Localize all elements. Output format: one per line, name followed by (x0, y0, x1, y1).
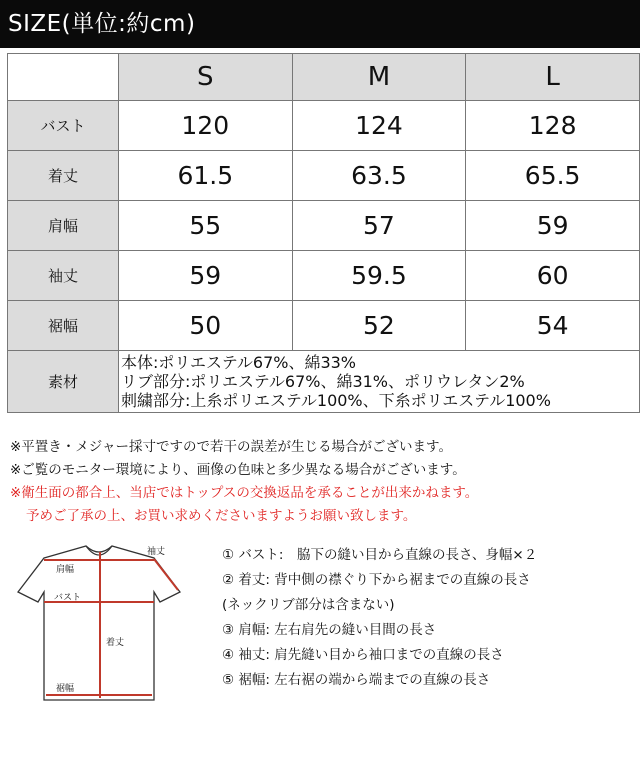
legend-item-length-note: (ネックリブ部分は含まない) (222, 597, 395, 613)
table-cell: 59 (466, 201, 640, 251)
legend-item-bust: ① バスト: 脇下の縫い目から直線の長さ、身幅×２ (222, 547, 538, 563)
row-label-hem: 裾幅 (8, 301, 119, 351)
measurement-legend (222, 543, 632, 693)
material-line: 本体:ポリエステル67%、綿33% (120, 353, 357, 372)
table-cell: 128 (466, 101, 640, 151)
note-monitor: ※ご覧のモニター環境により、画像の色味と多少異なる場合がございます。 (10, 462, 466, 478)
table-row (8, 101, 640, 151)
table-row (8, 201, 640, 251)
table-row (8, 301, 640, 351)
note-measurement: ※平置き・メジャー採寸ですので若干の誤差が生じる場合がございます。 (10, 439, 452, 455)
material-row (8, 351, 640, 413)
table-cell: 63.5 (292, 151, 466, 201)
tshirt-outline-icon (14, 540, 204, 715)
note-no-returns: ※衛生面の都合上、当店ではトップスの交換返品を承ることが出来かねます。 (10, 485, 479, 501)
table-row (8, 251, 640, 301)
table-cell: 59.5 (292, 251, 466, 301)
table-cell: 52 (292, 301, 466, 351)
row-label-sleeve: 袖丈 (8, 251, 119, 301)
size-header-l: L (466, 54, 640, 101)
legend-item-sleeve: ④ 袖丈: 肩先縫い目から袖口までの直線の長さ (222, 647, 504, 663)
legend-item-hem: ⑤ 裾幅: 左右裾の端から端までの直線の長さ (222, 672, 491, 688)
tshirt-measurement-diagram (14, 540, 204, 715)
table-cell: 54 (466, 301, 640, 351)
table-corner-cell (8, 54, 119, 101)
row-label-length: 着丈 (8, 151, 119, 201)
table-cell: 61.5 (118, 151, 292, 201)
row-label-bust: バスト (8, 101, 119, 151)
table-row (8, 151, 640, 201)
legend-item-shoulder: ③ 肩幅: 左右肩先の縫い目間の長さ (222, 622, 437, 638)
table-header-row (8, 54, 640, 101)
size-title-bar (0, 0, 640, 48)
legend-item-length: ② 着丈: 背中側の襟ぐり下から裾までの直線の長さ (222, 572, 531, 588)
material-cell (118, 351, 639, 413)
table-cell: 120 (118, 101, 292, 151)
table-cell: 57 (292, 201, 466, 251)
size-header-m: M (292, 54, 466, 101)
material-line: 刺繍部分:上糸ポリエステル100%、下糸ポリエステル100% (120, 391, 551, 410)
table-cell: 60 (466, 251, 640, 301)
page-title: SIZE(単位:約cm) (8, 11, 196, 37)
row-label-material: 素材 (8, 351, 119, 413)
diagram-label-length: 着丈 (106, 638, 125, 648)
diagram-label-hem: 裾幅 (56, 684, 75, 694)
size-header-s: S (118, 54, 292, 101)
note-acknowledge: 予めご了承の上、お買い求めくださいますようお願い致します。 (26, 508, 417, 524)
table-cell: 55 (118, 201, 292, 251)
size-table (7, 53, 640, 413)
table-cell: 50 (118, 301, 292, 351)
table-cell: 124 (292, 101, 466, 151)
material-line: リブ部分:ポリエステル67%、綿31%、ポリウレタン2% (120, 372, 525, 391)
diagram-label-bust: バスト (54, 593, 82, 603)
row-label-shoulder: 肩幅 (8, 201, 119, 251)
diagram-label-shoulder: 肩幅 (56, 565, 75, 575)
notes-section (10, 436, 630, 528)
table-cell: 59 (118, 251, 292, 301)
table-cell: 65.5 (466, 151, 640, 201)
diagram-label-sleeve: 袖丈 (147, 547, 166, 557)
